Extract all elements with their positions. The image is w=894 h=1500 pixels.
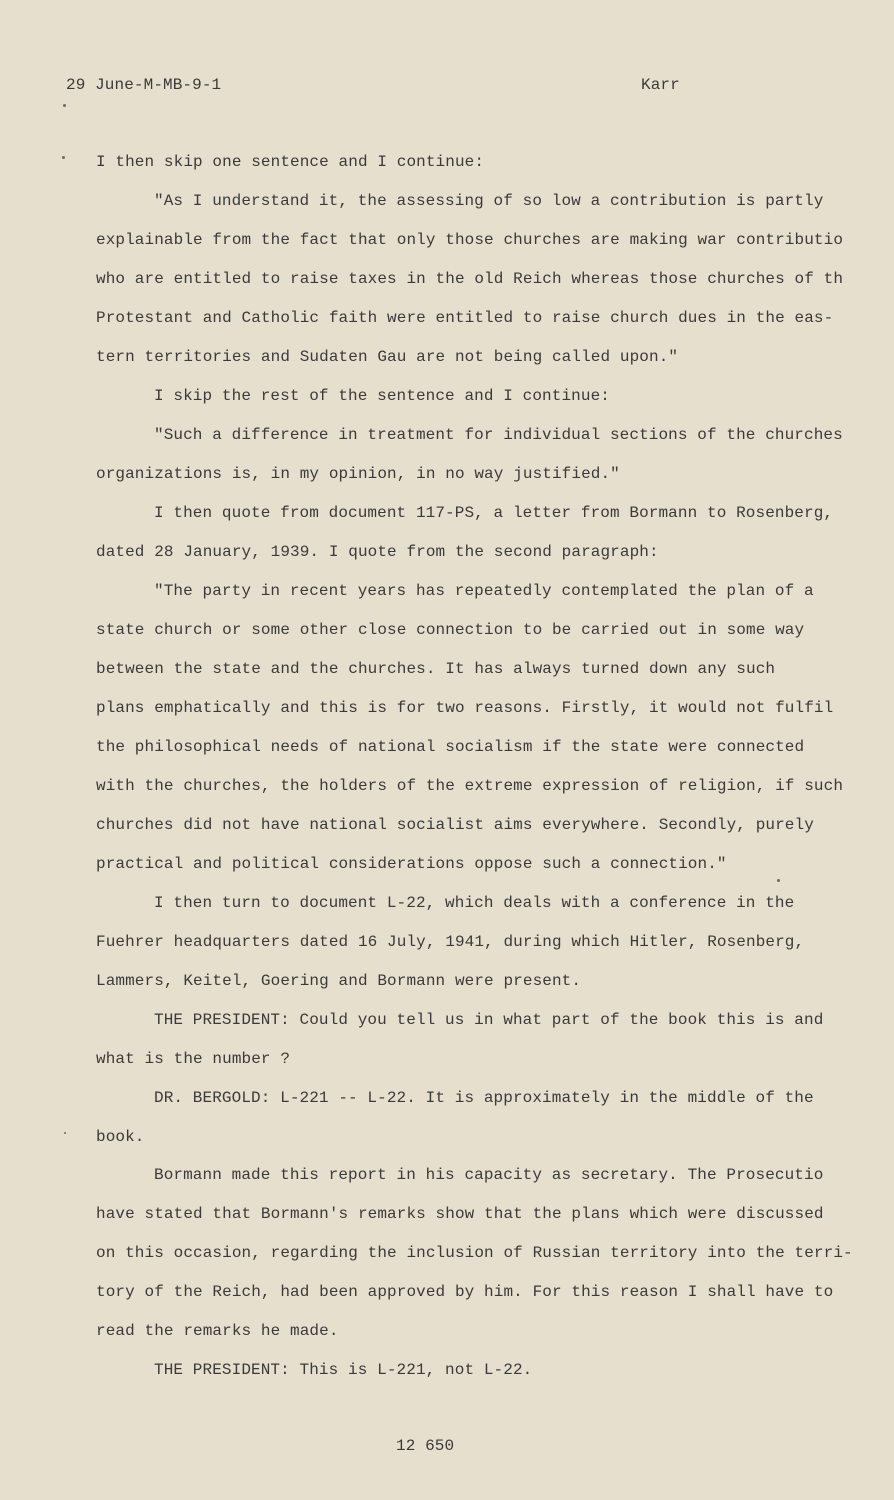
text-line: DR. BERGOLD: L-221 -- L-22. It is approximately in the middle of the [154,1089,814,1107]
text-line: THE PRESIDENT: This is L-221, not L-22. [154,1361,533,1379]
text-line: have stated that Bormann's remarks show that the plans which were discussed [96,1205,824,1223]
text-line: Lammers, Keitel, Goering and Bormann were present. [96,972,582,990]
text-line: organizations is, in my opinion, in no way justified." [96,465,620,483]
text-line: I skip the rest of the sentence and I continue: [154,387,610,405]
text-line: tory of the Reich, had been approved by him. For this reason I shall have to [96,1283,834,1301]
page-number: 12 650 [396,1437,455,1455]
text-line: practical and political considerations oppose such a connection." [96,855,727,873]
text-line: explainable from the fact that only those churches are making war contributio [96,231,844,249]
text-line: I then turn to document L-22, which deals with a conference in the [154,894,795,912]
reporter-name: Karr [641,76,680,94]
text-line: Fuehrer headquarters dated 16 July, 1941, during which Hitler, Rosenberg, [96,933,805,951]
document-reference: 29 June-M-MB-9-1 [66,76,222,94]
paper-speck [62,156,65,159]
text-line: dated 28 January, 1939. I quote from the second paragraph: [96,543,659,561]
text-line: with the churches, the holders of the extreme expression of religion, if such [96,777,844,795]
text-line: plans emphatically and this is for two reasons. Firstly, it would not fulfil [96,699,834,717]
text-line: tern territories and Sudaten Gau are not being called upon." [96,348,679,366]
text-line: churches did not have national socialist aims everywhere. Secondly, purely [96,816,814,834]
text-line: THE PRESIDENT: Could you tell us in what part of the book this is and [154,1011,824,1029]
text-line: book. [96,1128,145,1146]
text-line: read the remarks he made. [96,1322,339,1340]
text-line: who are entitled to raise taxes in the old Reich whereas those churches of th [96,270,844,288]
text-line: I then skip one sentence and I continue: [96,153,485,171]
text-line: Bormann made this report in his capacity as secretary. The Prosecutio [154,1166,824,1184]
text-line: state church or some other close connection to be carried out in some way [96,621,805,639]
text-line: I then quote from document 117-PS, a letter from Bormann to Rosenberg, [154,504,834,522]
text-line: Protestant and Catholic faith were entitled to raise church dues in the eas- [96,309,834,327]
text-line: "As I understand it, the assessing of so low a contribution is partly [154,192,824,210]
paper-speck [64,1132,66,1134]
text-line: what is the number ? [96,1050,291,1068]
text-line: on this occasion, regarding the inclusion of Russian territory into the terri- [96,1244,853,1262]
text-line: "Such a difference in treatment for individual sections of the churches [154,426,843,444]
paper-speck [63,104,66,107]
text-line: the philosophical needs of national socialism if the state were connected [96,738,805,756]
text-line: "The party in recent years has repeatedly contemplated the plan of a [154,582,814,600]
text-line: between the state and the churches. It has always turned down any such [96,660,776,678]
paper-speck [777,879,780,882]
